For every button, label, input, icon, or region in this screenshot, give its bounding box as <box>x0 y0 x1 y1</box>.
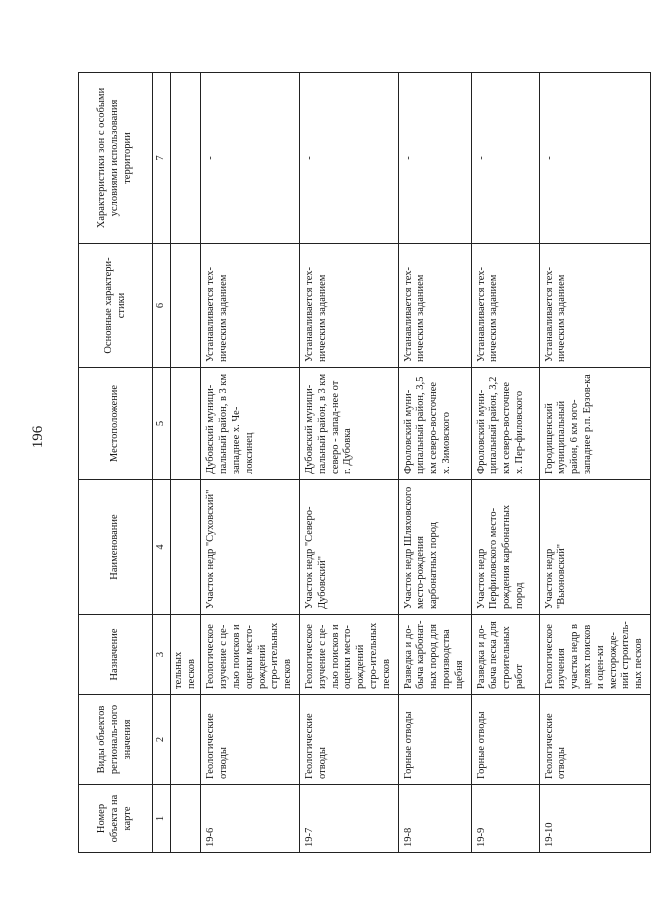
table-row <box>398 73 471 853</box>
cell-characteristics: Устанавливается тех-ническим заданием <box>398 244 471 368</box>
header-name: Наименование <box>79 480 153 615</box>
cell-zones: - <box>471 73 539 244</box>
header-characteristics: Основные характери-стики <box>79 244 153 368</box>
cell-location: Дубовский муници-пальный район, в 3 км западнее х. Че-локсинец <box>201 368 300 480</box>
cell-object-type: Горные отводы <box>398 695 471 785</box>
cell-object-type: Геологические отводы <box>201 695 300 785</box>
cell-zones: - <box>539 73 650 244</box>
table-row <box>471 73 539 853</box>
cell-object-number: 19-10 <box>539 785 650 853</box>
header-row <box>79 73 153 853</box>
cell-purpose: Геологическое изучения участка недр в целях поисков и оцен-ки месторожде-ний строитель-ных песков <box>539 615 650 695</box>
cell-location: Фроловский муни-ципальный район, 3,5 км северо-восточнее х. Зимовского <box>398 368 471 480</box>
cell-zones: - <box>398 73 471 244</box>
cell-object-type: Геологические отводы <box>539 695 650 785</box>
column-number: 2 <box>153 695 171 785</box>
header-object-type: Виды объектов региональ-ного значения <box>79 695 153 785</box>
continuation-row <box>170 73 201 853</box>
cell-purpose: Разведка и до-быча карбонат-ных пород для производства щебня <box>398 615 471 695</box>
column-number-row <box>153 73 171 853</box>
column-number: 3 <box>153 615 171 695</box>
table-row <box>299 73 398 853</box>
header-object-number: Номер объекта на карте <box>79 785 153 853</box>
cell-location: Дубовский муници-пальный район, в 3 км северо - запад-нее от г. Дубовка <box>299 368 398 480</box>
cell-object-type: Горные отводы <box>471 695 539 785</box>
cell-purpose: Геологическое изучение с це-лью поисков и оценки место-рождений стро-ительных песков <box>299 615 398 695</box>
column-number: 1 <box>153 785 171 853</box>
continuation-text: тельных песков <box>170 615 201 695</box>
column-number: 4 <box>153 480 171 615</box>
cell-name: Участок недр Шляховского место-рождения карбонатных пород <box>398 480 471 615</box>
objects-table <box>78 72 651 853</box>
cell-object-type: Геологические отводы <box>299 695 398 785</box>
cell-purpose: Разведка и до-быча песка для строительных работ <box>471 615 539 695</box>
table-row <box>539 73 650 853</box>
header-location: Местоположение <box>79 368 153 480</box>
cell-name: Участок недр "Вьюновский" <box>539 480 650 615</box>
cell-object-number: 19-6 <box>201 785 300 853</box>
cell-characteristics: Устанавливается тех-ническим заданием <box>201 244 300 368</box>
header-purpose: Назначение <box>79 615 153 695</box>
cell-object-number: 19-8 <box>398 785 471 853</box>
cell-zones: - <box>299 73 398 244</box>
cell-characteristics: Устанавливается тех-ническим заданием <box>299 244 398 368</box>
cell-name: Участок недр "Северо-Дубовский" <box>299 480 398 615</box>
column-number: 7 <box>153 73 171 244</box>
cell-purpose: Геологическое изучение с це-лью поисков и оценки место-рождений стро-ительных песков <box>201 615 300 695</box>
cell-object-number: 19-9 <box>471 785 539 853</box>
cell-location: Городищенский муниципальный район, 6 км юго-западнее р.п. Ерзов-ка <box>539 368 650 480</box>
cell-name: Участок недр Перфиловского место-рождения карбонатных пород <box>471 480 539 615</box>
cell-zones: - <box>201 73 300 244</box>
page-number: 196 <box>30 425 46 449</box>
table-row <box>201 73 300 853</box>
cell-location: Фроловский муни-ципальный район, 3,2 км северо-восточнее х. Пер-филовского <box>471 368 539 480</box>
cell-name: Участок недр "Суховский" <box>201 480 300 615</box>
document-sheet <box>78 73 645 853</box>
header-zones: Характеристики зон с особыми условиями использования территории <box>79 73 153 244</box>
column-number: 6 <box>153 244 171 368</box>
cell-characteristics: Устанавливается тех-ническим заданием <box>471 244 539 368</box>
cell-object-number: 19-7 <box>299 785 398 853</box>
cell-characteristics: Устанавливается тех-ническим заданием <box>539 244 650 368</box>
column-number: 5 <box>153 368 171 480</box>
